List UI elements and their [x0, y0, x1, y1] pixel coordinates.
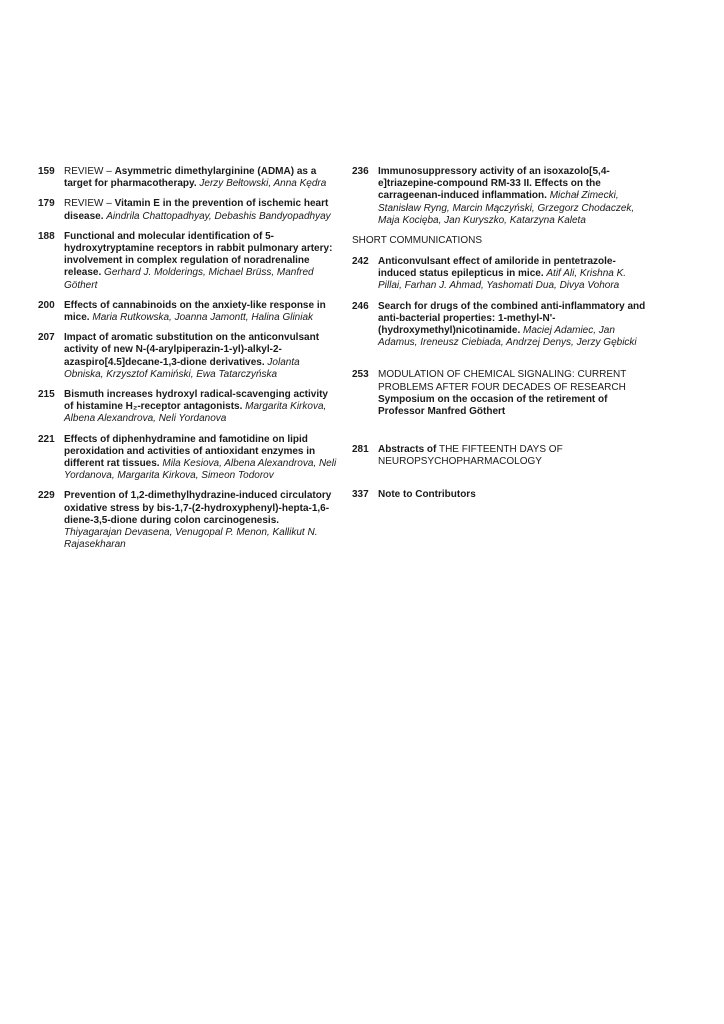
- entry-title: Asymmetric dimethylarginine (ADMA) as a target for pharmacotherapy.: [64, 166, 317, 190]
- toc-left-column: [38, 166, 338, 559]
- entry-title: Effects of diphenhydramine and famotidine on lipid peroxidation and activities of antioxidant enzymes in different rat tissues.: [64, 433, 316, 470]
- toc-entry: [38, 300, 338, 324]
- page-number: 179: [38, 198, 55, 210]
- page-number: 337: [352, 488, 369, 500]
- entry-authors: Jerzy Bełtowski, Anna Kędra: [199, 178, 327, 190]
- symposium-entry: [352, 369, 652, 418]
- toc-entry: [38, 332, 338, 381]
- entry-prefix: REVIEW –: [64, 198, 115, 210]
- entry-title: Impact of aromatic substitution on the anticonvulsant activity of new N-(4-arylpiperazin-1-yl)-alkyl-2-azaspiro[4.5]decane-1,3-dione derivatives.: [64, 332, 320, 368]
- entry-title: Immunosuppressory activity of an isoxazolo[5,4-e]triazepine-compound RM-33 II. Effects on the carrageenan-induced inflammation.: [378, 166, 610, 202]
- entry-title: Vitamin E in the prevention of ischemic heart disease.: [64, 198, 329, 222]
- entry-prefix: REVIEW –: [64, 166, 115, 177]
- symposium-title: Symposium on the occasion of the retirement of Professor Manfred Göthert: [378, 393, 608, 418]
- toc-entry: [38, 434, 338, 483]
- page-number: 221: [38, 433, 55, 445]
- page-number: 159: [38, 166, 55, 177]
- toc-entry: [38, 389, 338, 426]
- entry-authors: Maria Rutkowska, Joanna Jamontt, Halina Gliniak: [92, 312, 314, 324]
- entry-title: Prevention of 1,2-dimethylhydrazine-induced circulatory oxidative stress by bis-1,7-(2-hydroxyphenyl)-hepta-1,6-diene-3,5-dione during colon carcinogenesis.: [64, 490, 332, 526]
- entry-authors: Atif Ali, Krishna K. Pillai, Farhan J. Ahmad, Yashomati Dua, Divya Vohora: [378, 268, 627, 292]
- abstracts-heading: THE FIFTEENTH DAYS OF NEUROPSYCHOPHARMACOLOGY: [378, 444, 563, 468]
- page-number: 281: [352, 444, 369, 456]
- toc-entry: [38, 231, 338, 292]
- entry-authors: Margarita Kirkova, Albena Alexandrova, Neli Yordanova: [64, 401, 327, 425]
- page-number: 200: [38, 299, 55, 311]
- symposium-heading: MODULATION OF CHEMICAL SIGNALING: CURRENT PROBLEMS AFTER FOUR DECADES OF RESEARCH: [378, 369, 627, 393]
- toc-entry: [38, 198, 338, 222]
- page-number: 253: [352, 369, 369, 381]
- abstracts-entry: [352, 444, 652, 468]
- note-title: Note to Contributors: [378, 488, 476, 500]
- toc-entry: [352, 256, 652, 293]
- section-heading: SHORT COMMUNICATIONS: [352, 235, 483, 247]
- page-number: 229: [38, 490, 55, 502]
- toc-entry: [38, 490, 338, 551]
- note-entry: [352, 489, 652, 501]
- entry-title: Functional and molecular identification of 5-hydroxytryptamine receptors in rabbit pulmonary artery: involvement in complex regulation of noradrenaline release.: [64, 230, 333, 279]
- page-number: 215: [38, 389, 55, 401]
- toc-entry: [352, 301, 652, 350]
- toc-entry: [38, 166, 338, 190]
- page-number: 246: [352, 300, 369, 312]
- entry-title: Search for drugs of the combined anti-inflammatory and anti-bacterial properties: 1-methyl-N'-(hydroxymethyl)nicotinamide.: [378, 300, 646, 337]
- entry-authors: Jolanta Obniska, Krzysztof Kamiński, Ewa Tatarczyńska: [64, 356, 300, 380]
- abstracts-label: Abstracts of: [378, 444, 437, 456]
- page-number: 236: [352, 166, 369, 177]
- page-number: 242: [352, 256, 369, 268]
- entry-authors: Thiyagarajan Devasena, Venugopal P. Menon, Kallikut N. Rajasekharan: [64, 527, 318, 551]
- toc-entry: [352, 166, 652, 227]
- entry-title: Effects of cannabinoids on the anxiety-like response in mice.: [64, 299, 326, 324]
- entry-title: Bismuth increases hydroxyl radical-scavenging activity of histamine H₂-receptor antagonists.: [64, 389, 328, 413]
- entry-authors: Michał Zimecki, Stanisław Ryng, Marcin Mączyński, Grzegorz Chodaczek, Maja Kocięba, Jan Kuryszko, Katarzyna Kaleta: [378, 190, 635, 226]
- toc-right-column: [352, 166, 652, 509]
- entry-title: Anticonvulsant effect of amiloride in pentetrazole-induced status epilepticus in mice.: [378, 256, 616, 280]
- entry-authors: Gerhard J. Molderings, Michael Brüss, Manfred Göthert: [64, 267, 314, 291]
- entry-authors: Mila Kesiova, Albena Alexandrova, Neli Yordanova, Margarita Kirkova, Simeon Todorov: [64, 458, 337, 482]
- page-number: 188: [38, 230, 55, 242]
- page-number: 207: [38, 332, 55, 344]
- entry-authors: Aindrila Chattopadhyay, Debashis Bandyopadhyay: [106, 210, 331, 222]
- entry-authors: Maciej Adamiec, Jan Adamus, Ireneusz Ciebiada, Andrzej Denys, Jerzy Gębicki: [378, 325, 637, 349]
